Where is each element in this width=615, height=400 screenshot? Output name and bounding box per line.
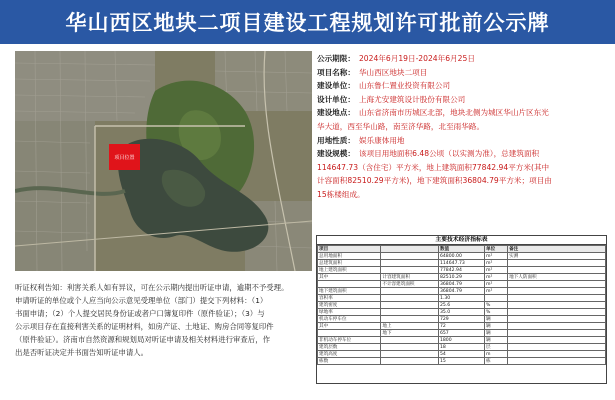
scale-value-2: 114647.73（含住宅）平方米，地上建筑面积77842.94平方米(其中: [317, 162, 550, 172]
notice-line-4: 公示项目存在直接利害关系的证明材料，如房产证、土地证、购房合同等复印件: [15, 322, 274, 331]
table-cell: [318, 281, 381, 288]
table-cell: 其中: [318, 274, 381, 281]
table-cell: m²: [485, 281, 508, 288]
location-label: 建设地点：: [317, 108, 355, 118]
table-cell: [381, 267, 439, 274]
table-header-cell: 数值: [438, 246, 484, 253]
info-designer: [317, 93, 607, 107]
notice-line-5: （原件验证）。济南市自然资源和规划局对听证申请及相关材料进行审查后，作: [15, 335, 270, 344]
table-cell: 36804.79: [438, 281, 484, 288]
table-cell: 64800.00: [438, 253, 484, 260]
notice-line-2: 申请听证的单位或个人应当向公示意见受理单位（部门）提交下列材料：（1）: [15, 296, 268, 305]
table-cell: 1800: [438, 337, 484, 344]
table-cell: 72: [438, 323, 484, 330]
table-cell: 其中: [318, 323, 381, 330]
table-cell: %: [485, 302, 508, 309]
table-row: [318, 281, 606, 288]
table-cell: 辆: [485, 337, 508, 344]
table-row: [318, 295, 606, 302]
builder-label: 建设单位：: [317, 81, 355, 91]
table-cell: [508, 288, 606, 295]
hearing-notice: [15, 281, 305, 359]
use-label: 用地性质：: [317, 135, 355, 145]
notice-line-1: 听证权利告知：利害关系人如有异议，可在公示期内提出听证申请，逾期不予受理。: [15, 283, 289, 292]
table-cell: [381, 358, 439, 365]
table-row: [318, 323, 606, 330]
table-cell: [508, 358, 606, 365]
table-cell: 机动车停车位: [318, 316, 381, 323]
table-cell: 1.30: [438, 295, 484, 302]
location-value-1: 山东省济南市历城区北部，地块北侧为城区华山片区东光: [358, 108, 549, 118]
table-cell: m²: [485, 288, 508, 295]
table-header-row: [318, 246, 606, 253]
table-cell: 15: [438, 358, 484, 365]
table-cell: [508, 323, 606, 330]
table-title: 主要技术经济指标表: [317, 236, 606, 245]
table-cell: 地下: [381, 330, 439, 337]
table-cell: [508, 316, 606, 323]
table-cell: 栋: [485, 358, 508, 365]
table-cell: [381, 253, 439, 260]
table-row: [318, 337, 606, 344]
table-cell: 82510.29: [438, 274, 484, 281]
table-cell: [508, 344, 606, 351]
table-cell: 辆: [485, 316, 508, 323]
table-cell: 不计容建筑面积: [381, 281, 439, 288]
notice-line-6: 出是否听证决定并书面告知听证申请人。: [15, 348, 149, 357]
table-header-cell: 备注: [508, 246, 606, 253]
info-project: [317, 66, 607, 80]
info-location: [317, 106, 607, 120]
satellite-map: [15, 51, 312, 271]
table-cell: 25.6: [438, 302, 484, 309]
table-row: [318, 302, 606, 309]
info-location-cont: [317, 120, 607, 134]
table-cell: 非机动车停车位: [318, 337, 381, 344]
info-scale-cont-2: [317, 161, 607, 175]
table-row: [318, 316, 606, 323]
table-cell: m²: [485, 274, 508, 281]
table-header-cell: 项目: [318, 246, 381, 253]
table-cell: [485, 295, 508, 302]
table-cell: 35.0: [438, 309, 484, 316]
table-cell: [381, 351, 439, 358]
table-row: [318, 358, 606, 365]
scale-value-3: 计容面积82510.29平方米)，地下建筑面积36804.79平方米；项目由: [317, 176, 552, 186]
table-row: [318, 309, 606, 316]
table-row: [318, 344, 606, 351]
table-cell: 计容建筑面积: [381, 274, 439, 281]
table-row: [318, 351, 606, 358]
table-row: [318, 260, 606, 267]
table-cell: [381, 344, 439, 351]
table-cell: [318, 330, 381, 337]
table-cell: 36804.79: [438, 288, 484, 295]
table-cell: [508, 267, 606, 274]
scale-label: 建设规模：: [317, 149, 355, 159]
use-value: 娱乐康体用地: [358, 135, 405, 145]
table-cell: 总建筑面积: [318, 260, 381, 267]
table-cell: 辆: [485, 323, 508, 330]
table-cell: [381, 295, 439, 302]
table-cell: 绿地率: [318, 309, 381, 316]
table-header-cell: 单位: [485, 246, 508, 253]
table-cell: [381, 260, 439, 267]
table-cell: [381, 316, 439, 323]
builder-value: 山东鲁仁置业投资有限公司: [358, 81, 451, 91]
period-value: 2024年6月19日-2024年6月25日: [358, 54, 475, 63]
table-cell: m²: [485, 260, 508, 267]
table-cell: 地下建筑面积: [318, 288, 381, 295]
table-cell: 容积率: [318, 295, 381, 302]
table-cell: 54: [438, 351, 484, 358]
designer-value: 上海尤安建筑设计股份有限公司: [358, 94, 466, 104]
table-cell: 114647.73: [438, 260, 484, 267]
table-header-cell: [381, 246, 439, 253]
table-cell: m²: [485, 253, 508, 260]
table-cell: [508, 302, 606, 309]
table-row: [318, 330, 606, 337]
table-cell: 657: [438, 330, 484, 337]
info-scale-cont-4: [317, 188, 607, 202]
table-cell: [381, 302, 439, 309]
table-cell: [381, 309, 439, 316]
table-cell: 建筑层数: [318, 344, 381, 351]
table-cell: [508, 330, 606, 337]
info-builder: [317, 79, 607, 93]
board-title: 华山西区地块二项目建设工程规划许可批前公示牌: [0, 0, 615, 44]
tech-table: [317, 245, 606, 365]
table-cell: [381, 337, 439, 344]
project-label: 项目名称：: [317, 67, 355, 77]
table-cell: 18: [438, 344, 484, 351]
tech-indicator-table: [316, 235, 607, 384]
scale-value-4: 15栋楼组成。: [317, 189, 365, 199]
table-row: [318, 274, 606, 281]
table-cell: m²: [485, 267, 508, 274]
table-cell: 地上建筑面积: [318, 267, 381, 274]
table-cell: 729: [438, 316, 484, 323]
table-cell: 建筑高度: [318, 351, 381, 358]
notice-line-3: 书面申请；（2）个人提交居民身份证或者户口簿复印件（原件验证）；（3）与: [15, 309, 265, 318]
table-row: [318, 267, 606, 274]
info-period: [317, 52, 607, 66]
table-cell: 77842.94: [438, 267, 484, 274]
table-cell: m: [485, 351, 508, 358]
period-label: 公示期限：: [317, 54, 355, 63]
table-cell: 层: [485, 344, 508, 351]
table-cell: 实测: [508, 253, 606, 260]
table-cell: 地上: [381, 323, 439, 330]
table-cell: [508, 309, 606, 316]
table-cell: 辆: [485, 330, 508, 337]
table-cell: 建筑密度: [318, 302, 381, 309]
location-value-2: 华大道，西至华山路，南至济华路，北至雨华路。: [317, 121, 485, 131]
table-cell: [508, 295, 606, 302]
table-cell: 栋数: [318, 358, 381, 365]
table-cell: [508, 351, 606, 358]
table-cell: [508, 337, 606, 344]
project-info: [317, 52, 607, 202]
table-cell: [508, 260, 606, 267]
table-row: [318, 253, 606, 260]
table-cell: %: [485, 309, 508, 316]
project-value: 华山西区地块二项目: [358, 67, 428, 77]
designer-label: 设计单位：: [317, 94, 355, 104]
info-scale: [317, 147, 607, 161]
table-row: [318, 288, 606, 295]
table-cell: [381, 288, 439, 295]
table-cell: 总用地面积: [318, 253, 381, 260]
table-cell: [508, 281, 606, 288]
project-site-label: 项目位置: [114, 155, 135, 161]
info-scale-cont-3: [317, 174, 607, 188]
table-cell: 地下人防面积: [508, 274, 606, 281]
scale-value-1: 该项目用地面积6.48公顷（以实测为准），总建筑面积: [358, 149, 540, 159]
info-use: [317, 134, 607, 148]
